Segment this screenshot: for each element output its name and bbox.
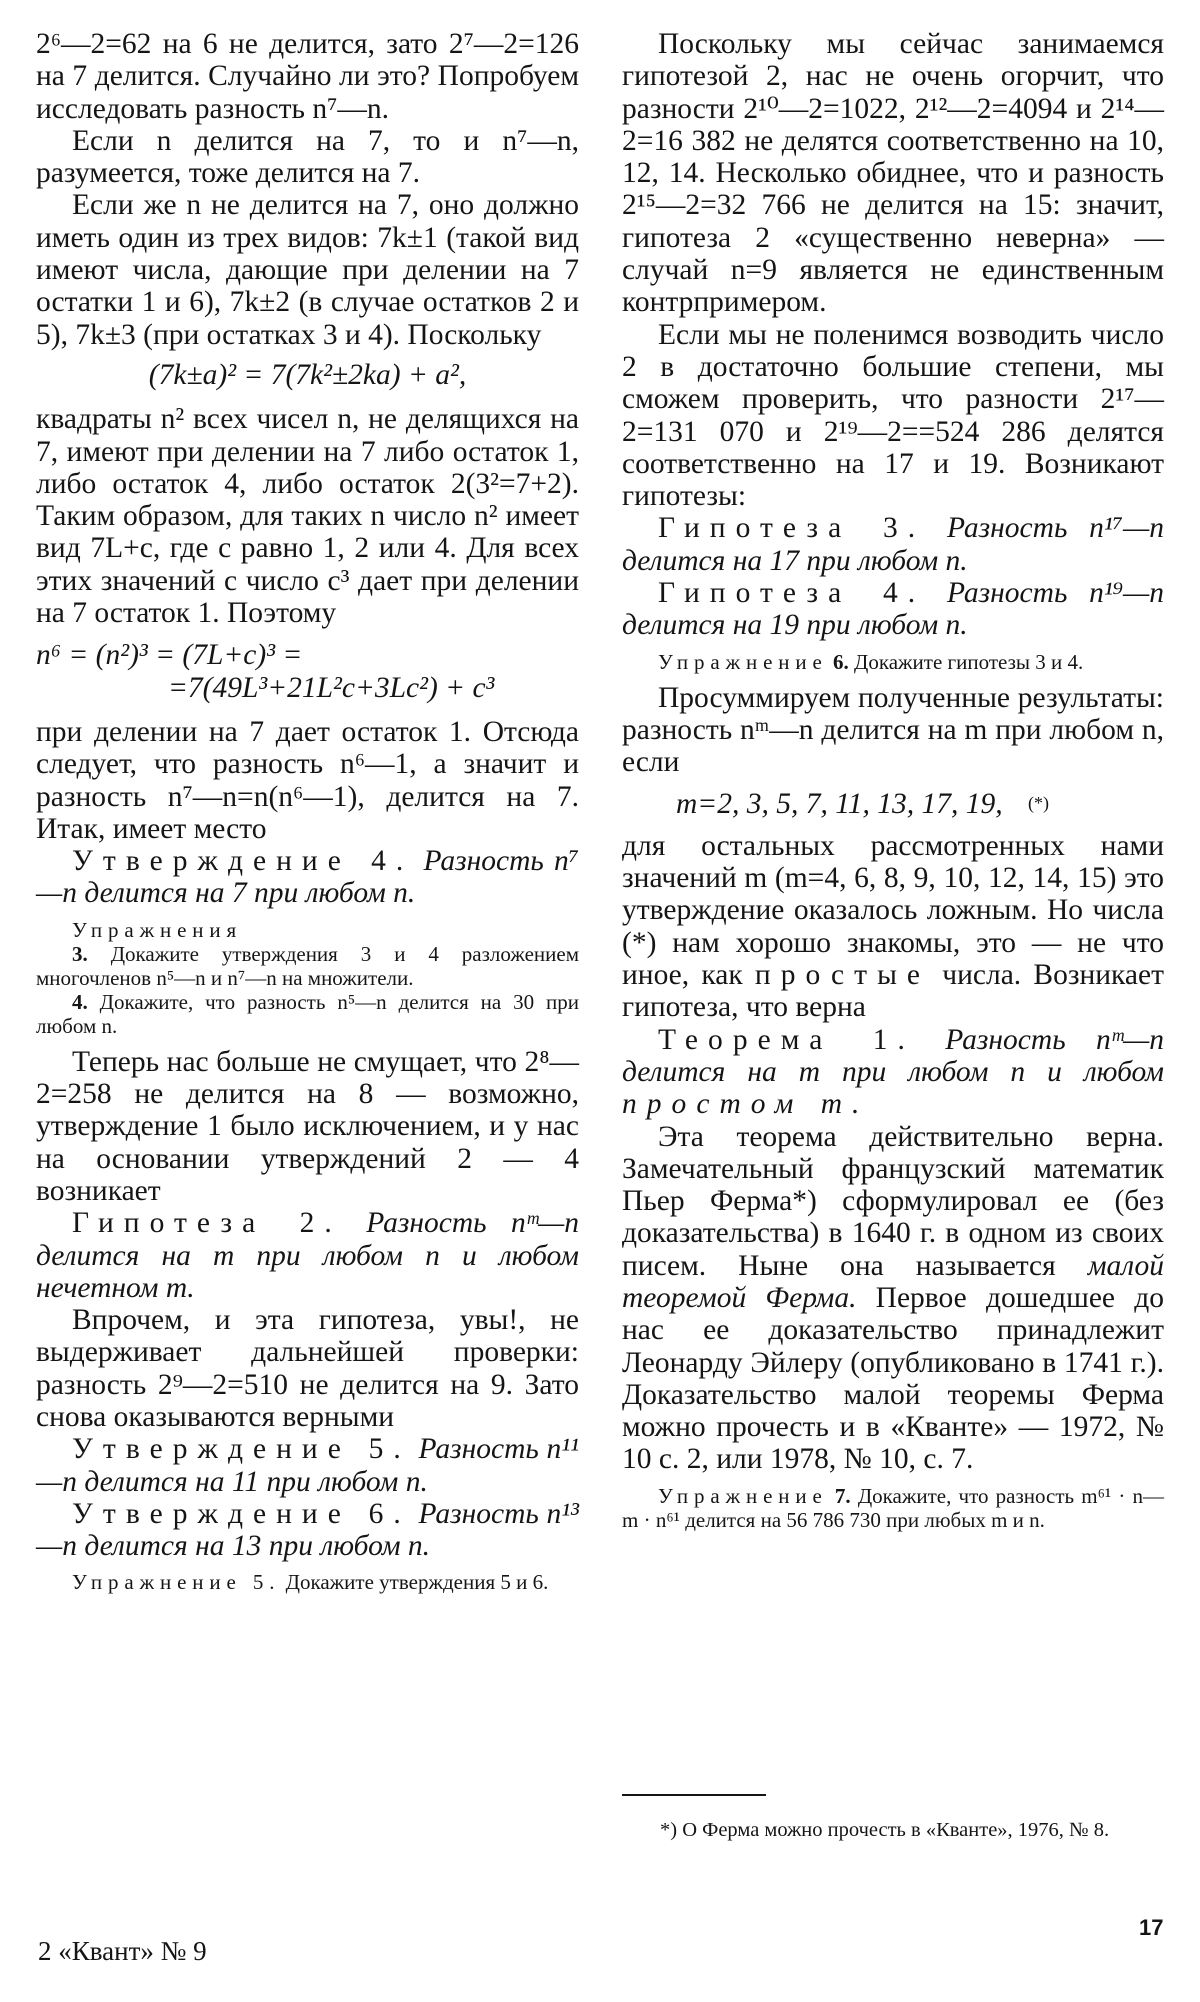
statement-4 bbox=[36, 845, 579, 910]
paragraph: Теперь нас больше не смущает, что 2⁸—2=258 не делится на 8 — возможно, утверждение 1 было исключением, и у нас на основании утверждений 2 — 4 возникает bbox=[36, 1045, 579, 1207]
formula-star bbox=[622, 787, 1164, 820]
formula: m=2, 3, 5, 7, 11, 13, 17, 19, bbox=[676, 787, 1003, 820]
exercise-5 bbox=[36, 1570, 579, 1594]
formula-mark: (*) bbox=[1028, 792, 1050, 813]
exercise-text: Докажите, что разность n⁵—n делится на 30 при любом n. bbox=[36, 989, 580, 1038]
exercise-label: Упражнение bbox=[658, 1483, 828, 1508]
theorem-label: Теорема 1. bbox=[658, 1023, 915, 1056]
formula-line: =7(49L³+21L²c+3Lc²) + c³ bbox=[168, 671, 495, 704]
spaced-word: простые bbox=[754, 959, 931, 992]
footnote: *) О Ферма можно прочесть в «Кванте», 1976, № 8. bbox=[660, 1819, 1110, 1841]
paragraph: при делении на 7 дает остаток 1. Отсюда следует, что разность n⁶—1, а значит и разность n⁷—n=n(n⁶—1), делится на 7. Итак, имеет место bbox=[36, 715, 579, 845]
paragraph: квадраты n² всех чисел n, не делящихся на 7, имеют при делении на 7 либо остаток 1, либо остаток 4, либо остаток 2(3²=7+2). Таким образом, для таких n число n² имеет вид 7L+c, где c равно 1, 2 или 4. Для всех этих значений c число c³ дает при делении на 7 остаток 1. Поэтому bbox=[36, 403, 579, 630]
exercise-7 bbox=[622, 1484, 1164, 1532]
paragraph-text: Первое дошедшее до нас ее доказательство принадлежит Леонарду Эйлеру (опубликовано в 1741 г.). Доказательство малой теоремы Ферма можно прочесть и в «Кванте» — 1972, № 10 с. 2, или 1978, № 10, с. 7. bbox=[622, 1281, 1164, 1476]
paragraph bbox=[622, 1121, 1164, 1476]
statement-5 bbox=[36, 1433, 579, 1498]
hypothesis-4 bbox=[622, 577, 1164, 642]
formula-line: n⁶ = (n²)³ = (7L+c)³ = bbox=[36, 639, 303, 672]
exercise-text: Докажите утверждения 3 и 4 разложением многочленов n⁵—n и n⁷—n на множители. bbox=[36, 941, 580, 990]
paragraph-text: числа. Возникает гипотеза, что верна bbox=[622, 959, 1165, 1024]
exercise-label: Упражнение bbox=[658, 649, 828, 674]
exercise-number: 7. bbox=[834, 1483, 851, 1508]
exercise-4 bbox=[36, 990, 579, 1038]
hypothesis-text: Разность nᵐ—n делится на m при любом n и любом нечетном m. bbox=[36, 1207, 579, 1304]
formula: (7k±a)² = 7(7k²±2ka) + a², bbox=[148, 358, 467, 391]
exercise-3 bbox=[36, 942, 579, 990]
exercise-text: Докажите утверждения 5 и 6. bbox=[285, 1570, 549, 1595]
hypothesis-3 bbox=[622, 512, 1164, 577]
theorem-text: Разность nᵐ—n делится на m при любом n и любом bbox=[622, 1023, 1164, 1088]
paragraph-text: для остальных рассмотренных нами значений m (m=4, 6, 8, 9, 10, 12, 14, 15) это утверждение оказалось ложным. Но числа (*) нам хорошо знакомы, это — не что иное, как bbox=[622, 829, 1164, 992]
right-column bbox=[622, 28, 1164, 1540]
statement-label: Утверждение 6. bbox=[72, 1497, 411, 1530]
hypothesis-label: Гипотеза 2. bbox=[72, 1207, 342, 1240]
italic-term: малой теоремой Ферма. bbox=[622, 1249, 1165, 1314]
hypothesis-label: Гипотеза 3. bbox=[658, 512, 926, 545]
statement-text: Разность n¹¹—n делится на 11 при любом n. bbox=[36, 1433, 579, 1498]
exercise-text: Докажите гипотезы 3 и 4. bbox=[854, 649, 1084, 674]
printer-signature: 2 «Квант» № 9 bbox=[38, 1936, 207, 1966]
paragraph: Если же n не делится на 7, оно должно иметь один из трех видов: 7k±1 (такой вид имеют числа, дающие при делении на 7 остатки 1 и 6), 7k±2 (в случае остатков 2 и 5), 7k±3 (при остатках 3 и 4). Поскольку bbox=[36, 189, 579, 351]
hypothesis-label: Гипотеза 4. bbox=[658, 577, 926, 610]
theorem-text-spaced: простом m. bbox=[622, 1088, 870, 1121]
statement-label: Утверждение 5. bbox=[72, 1433, 411, 1466]
exercise-number: 6. bbox=[833, 649, 849, 674]
exercises-heading: Упражнения bbox=[72, 917, 243, 942]
exercise-text: Докажите, что разность m⁶¹ · n—m · n⁶¹ делится на 56 786 730 при любых m и n. bbox=[622, 1483, 1165, 1532]
formula-block bbox=[36, 639, 579, 704]
paragraph: Если n делится на 7, то и n⁷—n, разумеется, тоже делится на 7. bbox=[36, 124, 579, 190]
paragraph: 2⁶—2=62 на 6 не делится, зато 2⁷—2=126 на 7 делится. Случайно ли это? Попробуем исследовать разность n⁷—n. bbox=[36, 28, 579, 125]
hypothesis-2 bbox=[36, 1207, 579, 1304]
statement-6 bbox=[36, 1498, 579, 1563]
hypothesis-text: Разность n¹⁹—n делится на 19 при любом n. bbox=[622, 577, 1164, 642]
exercise-label: Упражнение 5. bbox=[72, 1570, 281, 1595]
footnote-divider bbox=[622, 1794, 766, 1796]
statement-label: Утверждение 4. bbox=[72, 845, 414, 878]
exercise-number: 3. bbox=[72, 941, 88, 966]
theorem-1 bbox=[622, 1024, 1164, 1121]
paragraph: Если мы не поленимся возводить число 2 в достаточно большие степени, мы сможем проверить, что разности 2¹⁷—2=131 070 и 2¹⁹—2==524 286 делятся соответственно на 17 и 19. Возникают гипотезы: bbox=[622, 318, 1164, 513]
paragraph-text: Эта теорема действительно верна. Замечательный французский математик Пьер Ферма*) сформулировал ее (без доказательства) в 1640 г. в одном из своих писем. Ныне она называется bbox=[622, 1120, 1164, 1282]
exercises-block bbox=[36, 918, 579, 1038]
paragraph bbox=[622, 830, 1164, 1024]
exercise-number: 4. bbox=[72, 989, 88, 1014]
paragraph: Просуммируем полученные результаты: разность nᵐ—n делится на m при любом n, если bbox=[622, 681, 1164, 779]
statement-text: Разность n¹³—n делится на 13 при любом n. bbox=[36, 1497, 579, 1563]
statement-text: Разность n⁷—n делится на 7 при любом n. bbox=[36, 845, 580, 910]
paragraph: Поскольку мы сейчас занимаемся гипотезой 2, нас не очень огорчит, что разности 2¹⁰—2=1022, 2¹²—2=4094 и 2¹⁴—2=16 382 не делятся соответственно на 10, 12, 14. Несколько обиднее, что и разность 2¹⁵—2=32 766 не делится на 15: значит, гипотеза 2 «существенно неверна» — случай n=9 является не единственным контрпримером. bbox=[622, 28, 1164, 319]
page-number: 17 bbox=[1139, 1915, 1164, 1940]
hypothesis-text: Разность n¹⁷—n делится на 17 при любом n. bbox=[622, 512, 1164, 577]
left-column bbox=[36, 28, 579, 1602]
exercise-6 bbox=[622, 650, 1164, 674]
paragraph: Впрочем, и эта гипотеза, увы!, не выдерживает дальнейшей проверки: разность 2⁹—2=510 не делится на 9. Зато снова оказываются верными bbox=[36, 1304, 579, 1433]
